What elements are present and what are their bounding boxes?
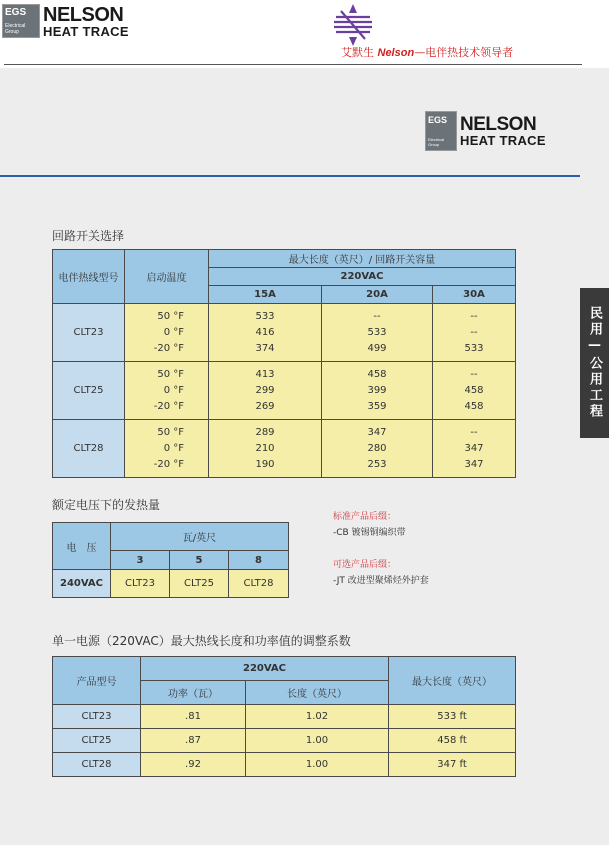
length-value: 533 (464, 342, 484, 354)
table-row (53, 362, 516, 420)
model-cell: CLT25 (53, 729, 141, 753)
temp-value: 50 °F (157, 310, 184, 322)
length-value: -- (470, 368, 478, 380)
length-cell (322, 362, 433, 420)
model-cell: CLT23 (53, 304, 125, 362)
length-value: 210 (255, 442, 275, 454)
length-cell (433, 420, 516, 478)
length-cell (322, 304, 433, 362)
table-row (53, 753, 516, 777)
header-start-temp: 启动温度 (125, 250, 209, 304)
max-length-cell: 533 ft (389, 705, 516, 729)
header-30a: 30A (433, 286, 516, 304)
model-cell: CLT25 (53, 362, 125, 420)
breaker-selection-table (52, 249, 516, 478)
page-electrical-group-label: Electrical Group (428, 137, 445, 147)
section-title-adjustment: 单一电源（220VAC）最大热线长度和功率值的调整系数 (52, 634, 351, 648)
length-value: 359 (367, 400, 387, 412)
adjustment-factor-table (52, 656, 516, 777)
slogan-brand: Nelson (377, 47, 415, 59)
slogan (341, 44, 513, 60)
slogan-suffix: —电伴热技术领导者 (414, 46, 514, 59)
power-cell: .92 (141, 753, 246, 777)
max-length-cell: 347 ft (389, 753, 516, 777)
logo-word-nelson: NELSON (43, 3, 124, 26)
header-product-model: 产品型号 (53, 657, 141, 705)
length-value: 416 (255, 326, 275, 338)
temp-value: 0 °F (163, 442, 184, 454)
max-length-cell: 458 ft (389, 729, 516, 753)
length-value: 347 (367, 426, 387, 438)
page-logo-word-nelson: NELSON (460, 113, 537, 135)
standard-suffix-title: 标准产品后缀： (333, 512, 397, 522)
temp-value: -20 °F (153, 400, 184, 412)
length-value: 347 (464, 458, 484, 470)
length-value: 458 (367, 368, 387, 380)
optional-suffix-title: 可选产品后缀： (333, 560, 397, 570)
temp-cell (125, 362, 209, 420)
side-category-tab: 民用—公用工程 (580, 288, 609, 438)
length-value: 190 (255, 458, 275, 470)
temp-value: 50 °F (157, 426, 184, 438)
optional-suffix-item: -JT 改进型聚烯烃外护套 (333, 576, 429, 586)
header-voltage: 电 压 (53, 523, 111, 570)
page-egs-logo-box (425, 111, 457, 151)
table-row (53, 420, 516, 478)
length-value: 289 (255, 426, 275, 438)
page-nelson-logo (425, 111, 546, 151)
temp-cell (125, 420, 209, 478)
header-voltage: 220VAC (141, 657, 389, 681)
egs-logo-box (2, 4, 40, 38)
length-value: -- (470, 426, 478, 438)
model-cell: CLT23 (111, 570, 170, 598)
length-value: 499 (367, 342, 387, 354)
length-value: 280 (367, 442, 387, 454)
temp-value: 50 °F (157, 368, 184, 380)
temp-value: -20 °F (153, 342, 184, 354)
length-value: -- (373, 310, 381, 322)
header-divider (4, 64, 582, 65)
model-cell: CLT28 (53, 420, 125, 478)
length-cell (209, 362, 322, 420)
header-20a: 20A (322, 286, 433, 304)
length-value: 458 (464, 384, 484, 396)
length-value: 374 (255, 342, 275, 354)
header-watt-8: 8 (229, 551, 289, 570)
length-cell (209, 420, 322, 478)
temp-value: 0 °F (163, 384, 184, 396)
length-value: -- (470, 310, 478, 322)
length-cell: 1.02 (246, 705, 389, 729)
emerson-emblem-icon (331, 3, 375, 47)
length-value: 458 (464, 400, 484, 412)
table-row (53, 705, 516, 729)
header-watt-5: 5 (170, 551, 229, 570)
page-egs-label: EGS (428, 115, 448, 125)
header-15a: 15A (209, 286, 322, 304)
length-value: 253 (367, 458, 387, 470)
header-voltage: 220VAC (209, 268, 516, 286)
section-title-heat-output: 额定电压下的发热量 (52, 498, 161, 512)
slogan-prefix: 艾默生 (341, 46, 378, 59)
length-cell (322, 420, 433, 478)
length-cell (433, 362, 516, 420)
model-cell: CLT28 (53, 753, 141, 777)
voltage-cell: 240VAC (53, 570, 111, 598)
length-value: 533 (255, 310, 275, 322)
length-cell (433, 304, 516, 362)
electrical-group-label: Electrical Group (5, 23, 26, 35)
page-logo-word-heat-trace: HEAT TRACE (460, 132, 546, 148)
table-row (53, 729, 516, 753)
power-cell: .87 (141, 729, 246, 753)
power-cell: .81 (141, 705, 246, 729)
length-value: 299 (255, 384, 275, 396)
length-value: 399 (367, 384, 387, 396)
model-cell: CLT25 (170, 570, 229, 598)
table-row (53, 304, 516, 362)
length-value: 533 (367, 326, 387, 338)
page-logo-wordmark (460, 115, 546, 148)
logo-wordmark (43, 5, 129, 38)
page-blue-divider (0, 175, 580, 177)
length-value: -- (470, 326, 478, 338)
header-model: 电伴热线型号 (53, 250, 125, 304)
temp-value: 0 °F (163, 326, 184, 338)
nelson-logo (2, 4, 129, 38)
length-value: 413 (255, 368, 275, 380)
length-value: 347 (464, 442, 484, 454)
heat-output-table (52, 522, 289, 598)
logo-word-heat-trace: HEAT TRACE (43, 23, 129, 39)
header-power: 功率（瓦） (141, 681, 246, 705)
standard-suffix-item: -CB 镀锡铜编织带 (333, 528, 406, 538)
model-cell: CLT23 (53, 705, 141, 729)
section-title-breaker: 回路开关选择 (52, 229, 125, 243)
header-watts-per-foot: 瓦/英尺 (111, 523, 289, 551)
egs-label: EGS (5, 7, 27, 18)
header-max-length: 最大长度（英尺）/ 回路开关容量 (209, 250, 516, 268)
length-cell (209, 304, 322, 362)
header-watt-3: 3 (111, 551, 170, 570)
length-cell: 1.00 (246, 753, 389, 777)
table-row (53, 570, 289, 598)
temp-value: -20 °F (153, 458, 184, 470)
length-cell: 1.00 (246, 729, 389, 753)
header-max-length: 最大长度（英尺） (389, 657, 516, 705)
model-cell: CLT28 (229, 570, 289, 598)
length-value: 269 (255, 400, 275, 412)
top-header (0, 0, 609, 68)
temp-cell (125, 304, 209, 362)
header-length: 长度（英尺） (246, 681, 389, 705)
